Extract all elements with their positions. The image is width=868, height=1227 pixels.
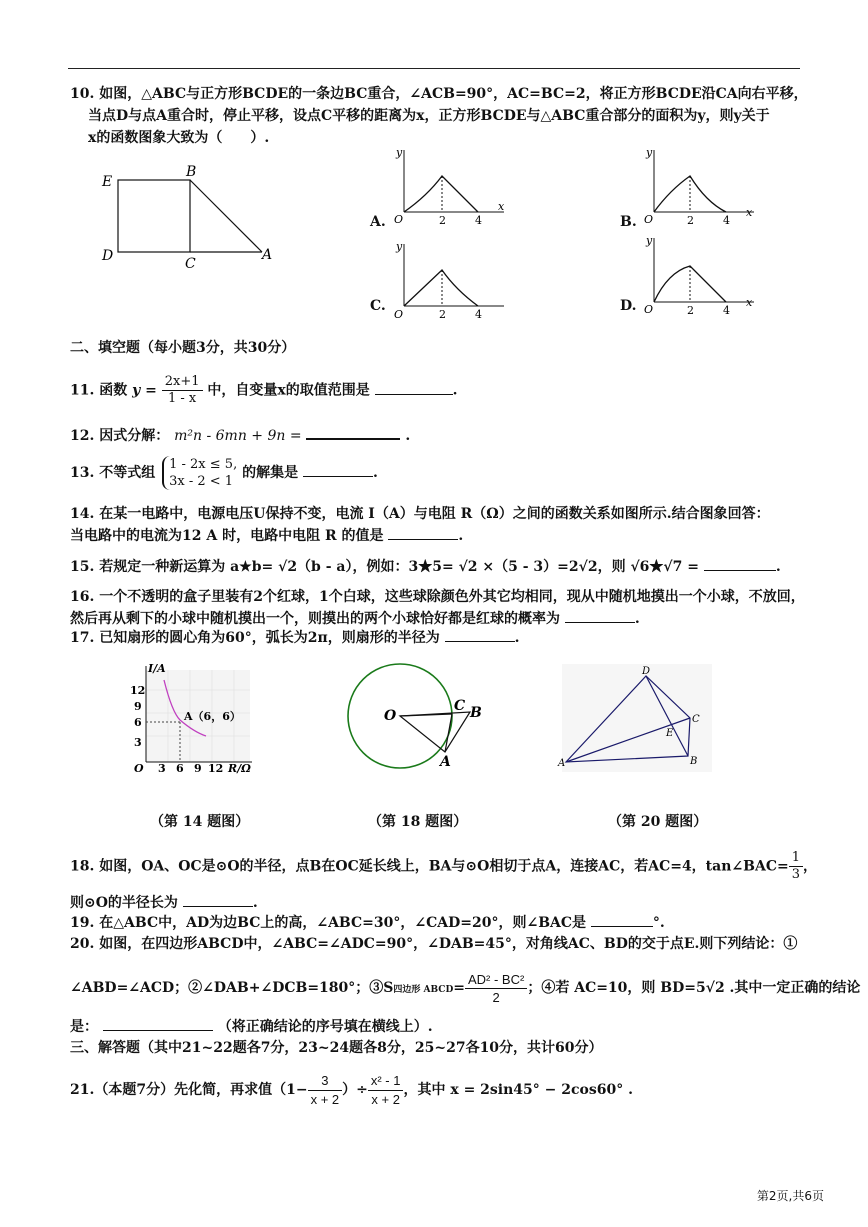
- origin-label: O: [394, 213, 404, 226]
- q18-frac-num: 1: [789, 850, 803, 867]
- q20-line3: [70, 1016, 433, 1037]
- q20-fraction: [465, 971, 527, 1006]
- label-b: B: [690, 756, 698, 767]
- q11-pre: 11. 函数: [70, 382, 128, 399]
- q21-post: ，其中 x = 2sin45° − 2cos60° .: [403, 1082, 633, 1098]
- x-label: x: [746, 206, 753, 219]
- label-d: D: [642, 666, 651, 677]
- label-a: A: [262, 247, 273, 263]
- q11-fraction: [162, 374, 203, 407]
- origin-label: O: [644, 303, 654, 316]
- q21-f1-num: 3: [308, 1072, 343, 1091]
- q21-fraction2: [368, 1072, 404, 1109]
- x-tick-9: 9: [194, 762, 202, 775]
- section2-heading: 二、填空题（每小题3分，共30分）: [70, 340, 296, 356]
- x-tick-6: 6: [176, 762, 184, 775]
- q14-line1: 14. 在某一电路中，电源电压U保持不变，电流 I（A）与电阻 R（Ω）之间的函数关系如图所示.结合图象回答：: [70, 506, 770, 522]
- y-tick-9: 9: [134, 700, 142, 713]
- q16-answer-blank[interactable]: [565, 608, 635, 623]
- q20-line2: [70, 968, 860, 1008]
- q20-line2a: ∠ABD=∠ACD；②∠DAB+∠DCB=180°；③S: [70, 980, 394, 996]
- label-c: C: [454, 698, 466, 714]
- q13-post: 的解集是: [242, 465, 299, 481]
- q19-pre: 19. 在△ABC中，AD为边BC上的高，∠ABC=30°，∠CAD=20°，则∠BAC是: [70, 915, 587, 931]
- label-d: D: [102, 248, 114, 264]
- q11: 11. 函数 y = $\frac{2x+1}{1 - x}$ 中，自变量x的取值范围是 .: [70, 374, 458, 406]
- q15-answer-blank[interactable]: [704, 556, 776, 571]
- option-c-label[interactable]: C.: [370, 298, 386, 314]
- q11-den: 1 - x: [167, 391, 197, 406]
- fig14-graph: [128, 660, 258, 778]
- y-label: y: [646, 234, 653, 247]
- tick-4: 4: [475, 214, 482, 227]
- curve: [404, 176, 478, 212]
- tick-2: 2: [687, 304, 694, 317]
- label-e: E: [666, 728, 674, 739]
- q13-row2: 3x - 2 < 1: [169, 474, 234, 489]
- label-o: O: [384, 708, 397, 724]
- q21-mid: ）÷: [342, 1082, 368, 1098]
- q18-fraction: [789, 850, 803, 883]
- q18-line2: 则⊙O的半径长为 .: [70, 892, 258, 913]
- origin-label: O: [394, 308, 404, 321]
- q12-post: .: [405, 428, 411, 444]
- q19-post: °.: [652, 915, 665, 931]
- x-label: x: [498, 200, 505, 213]
- label-c: C: [692, 714, 700, 725]
- label-a: A: [440, 754, 451, 770]
- tick-4: 4: [723, 304, 730, 317]
- option-d-graph[interactable]: [640, 234, 760, 320]
- q18-line2-text: 则⊙O的半径长为: [70, 895, 178, 911]
- q17-text: 17. 已知扇形的圆心角为60°，弧长为2π，则扇形的半径为: [70, 630, 440, 646]
- q13-system: [162, 456, 237, 490]
- label-a: A: [558, 758, 566, 769]
- fig20-figure: [556, 664, 716, 776]
- fig14-caption: （第 14 题图）: [150, 814, 250, 830]
- x-axis-label: R/Ω: [228, 762, 251, 775]
- q21: [70, 1068, 633, 1112]
- q17-answer-blank[interactable]: [445, 627, 515, 642]
- q16-line2-text: 然后再从剩下的小球中随机摸出一个，则摸出的两个小球恰好都是红球的概率为: [70, 611, 560, 627]
- q15-text: 15. 若规定一种新运算为 a★b= √2（b - a），例如：3★5= √2 ×（5 - 3）=2√2，则 √6★√7 =: [70, 559, 699, 575]
- q14-answer-blank[interactable]: [388, 525, 458, 540]
- q11-y: y =: [132, 382, 157, 399]
- q13-row1: 1 - 2x ≤ 5,: [169, 457, 238, 472]
- option-d-label[interactable]: D.: [620, 298, 637, 314]
- q20-line3a: 是：: [70, 1019, 98, 1035]
- q20-answer-blank[interactable]: [103, 1016, 213, 1031]
- tick-2: 2: [687, 214, 694, 227]
- q20-frac-den: 2: [492, 989, 500, 1005]
- q18-line1: [70, 850, 817, 883]
- q13-pre: 13. 不等式组: [70, 465, 156, 481]
- fig18-caption: （第 18 题图）: [368, 814, 468, 830]
- curve: [404, 270, 478, 306]
- q12-pre: 12. 因式分解：: [70, 428, 170, 444]
- q18-frac-den: 3: [791, 867, 800, 882]
- q21-f2-den: x + 2: [371, 1091, 400, 1107]
- q18-tail: ，: [802, 858, 817, 875]
- q21-pre: 21.（本题7分）先化简，再求值（1−: [70, 1082, 308, 1098]
- label-b: B: [186, 164, 197, 180]
- y-label: y: [396, 240, 403, 253]
- q20-eq: =: [453, 980, 465, 996]
- q21-f2-num: x² - 1: [368, 1072, 404, 1091]
- q10-figure: [98, 162, 288, 272]
- q17: 17. 已知扇形的圆心角为60°，弧长为2π，则扇形的半径为 .: [70, 627, 519, 648]
- tick-4: 4: [723, 214, 730, 227]
- q15: 15. 若规定一种新运算为 a★b= √2（b - a），例如：3★5= √2 ×（5 - 3）=2√2，则 √6★√7 = .: [70, 556, 781, 577]
- tick-4: 4: [475, 308, 482, 321]
- y-tick-12: 12: [130, 684, 146, 697]
- x-tick-12: 12: [208, 762, 224, 775]
- q21-f1-den: x + 2: [310, 1091, 340, 1107]
- label-b: B: [470, 705, 482, 721]
- q18-line1-text: 18. 如图，OA、OC是⊙O的半径，点B在OC延长线上，BA与⊙O相切于点A，连接AC，若AC=4，tan∠BAC=: [70, 858, 789, 875]
- side-ab: [190, 180, 262, 252]
- tick-2: 2: [439, 214, 446, 227]
- q10-line3: x的函数图象大致为（ ）.: [88, 130, 270, 146]
- q13-answer-blank[interactable]: [303, 462, 373, 477]
- q21-fraction1: [308, 1072, 343, 1109]
- q12: [70, 424, 410, 446]
- q20-line1: 20. 如图，在四边形ABCD中，∠ABC=∠ADC=90°，∠DAB=45°，对角线AC、BD的交于点E.则下列结论：①: [70, 936, 798, 952]
- q11-answer-blank[interactable]: [375, 380, 453, 395]
- x-label: x: [746, 296, 753, 309]
- q14-line2: 当电路中的电流为12 A 时，电路中电阻 R 的值是 .: [70, 525, 463, 546]
- q13: 13. 不等式组 1 - 2x ≤ 5, 3x - 2 < 1 的解集是 .: [70, 457, 378, 489]
- fig18-figure: [340, 660, 500, 778]
- origin-label: O: [134, 762, 144, 775]
- label-c: C: [185, 256, 196, 272]
- page-footer: 第2页,共6页: [756, 1189, 824, 1203]
- q20-line2b: ；④若 AC=10，则 BD=5√2 .其中一定正确的结论: [527, 980, 861, 996]
- q12-answer-blank[interactable]: [306, 424, 400, 440]
- q16-line1: 16. 一个不透明的盒子里装有2个红球，1个白球，这些球除颜色外其它均相同，现从中随机地摸出一个小球，不放回，: [70, 589, 805, 605]
- y-label: y: [646, 146, 653, 159]
- tick-2: 2: [439, 308, 446, 321]
- option-a-label[interactable]: A.: [370, 214, 386, 230]
- option-c-graph[interactable]: [392, 238, 512, 322]
- q18-answer-blank[interactable]: [183, 892, 253, 907]
- q11-post: 中，自变量x的取值范围是: [207, 382, 370, 399]
- square-bcde: [118, 180, 190, 252]
- section3-heading: 三、解答题（其中21~22题各7分，23~24题各8分，25~27各10分，共计60分）: [70, 1040, 603, 1056]
- q12-expr: m²n - 6mn + 9n =: [174, 428, 302, 444]
- y-label: y: [396, 146, 403, 159]
- q19: [70, 912, 665, 933]
- q10-line2: 当点D与点A重合时，停止平移，设点C平移的距离为x，正方形BCDE与△ABC重合部分的面积为y，则y关于: [88, 108, 770, 124]
- label-e: E: [102, 174, 113, 190]
- q20-sub: 四边形 ABCD: [393, 985, 454, 995]
- x-tick-3: 3: [158, 762, 166, 775]
- q20-frac-num: AD² - BC²: [465, 971, 527, 989]
- origin-label: O: [644, 213, 654, 226]
- q19-answer-blank[interactable]: [591, 912, 653, 927]
- fig20-caption: （第 20 题图）: [608, 814, 708, 830]
- option-a-graph[interactable]: [392, 146, 512, 230]
- q11-num: 2x+1: [162, 374, 203, 391]
- option-b-graph[interactable]: [640, 146, 760, 230]
- q20-line3b: （将正确结论的序号填在横线上）.: [217, 1019, 433, 1035]
- point-a-label: A（6，6）: [184, 710, 241, 723]
- q14-line2-text: 当电路中的电流为12 A 时，电路中电阻 R 的值是: [70, 528, 384, 544]
- y-axis-label: I/A: [148, 662, 166, 675]
- triangle-oba: [400, 712, 470, 752]
- y-tick-3: 3: [134, 736, 142, 749]
- option-b-label[interactable]: B.: [620, 214, 637, 230]
- y-tick-6: 6: [134, 716, 142, 729]
- q10-line1: 10. 如图，△ABC与正方形BCDE的一条边BC重合，∠ACB=90°，AC=BC=2，将正方形BCDE沿CA向右平移，: [70, 86, 808, 102]
- header-rule: [68, 68, 800, 69]
- q16-line2: 然后再从剩下的小球中随机摸出一个，则摸出的两个小球恰好都是红球的概率为 .: [70, 608, 640, 629]
